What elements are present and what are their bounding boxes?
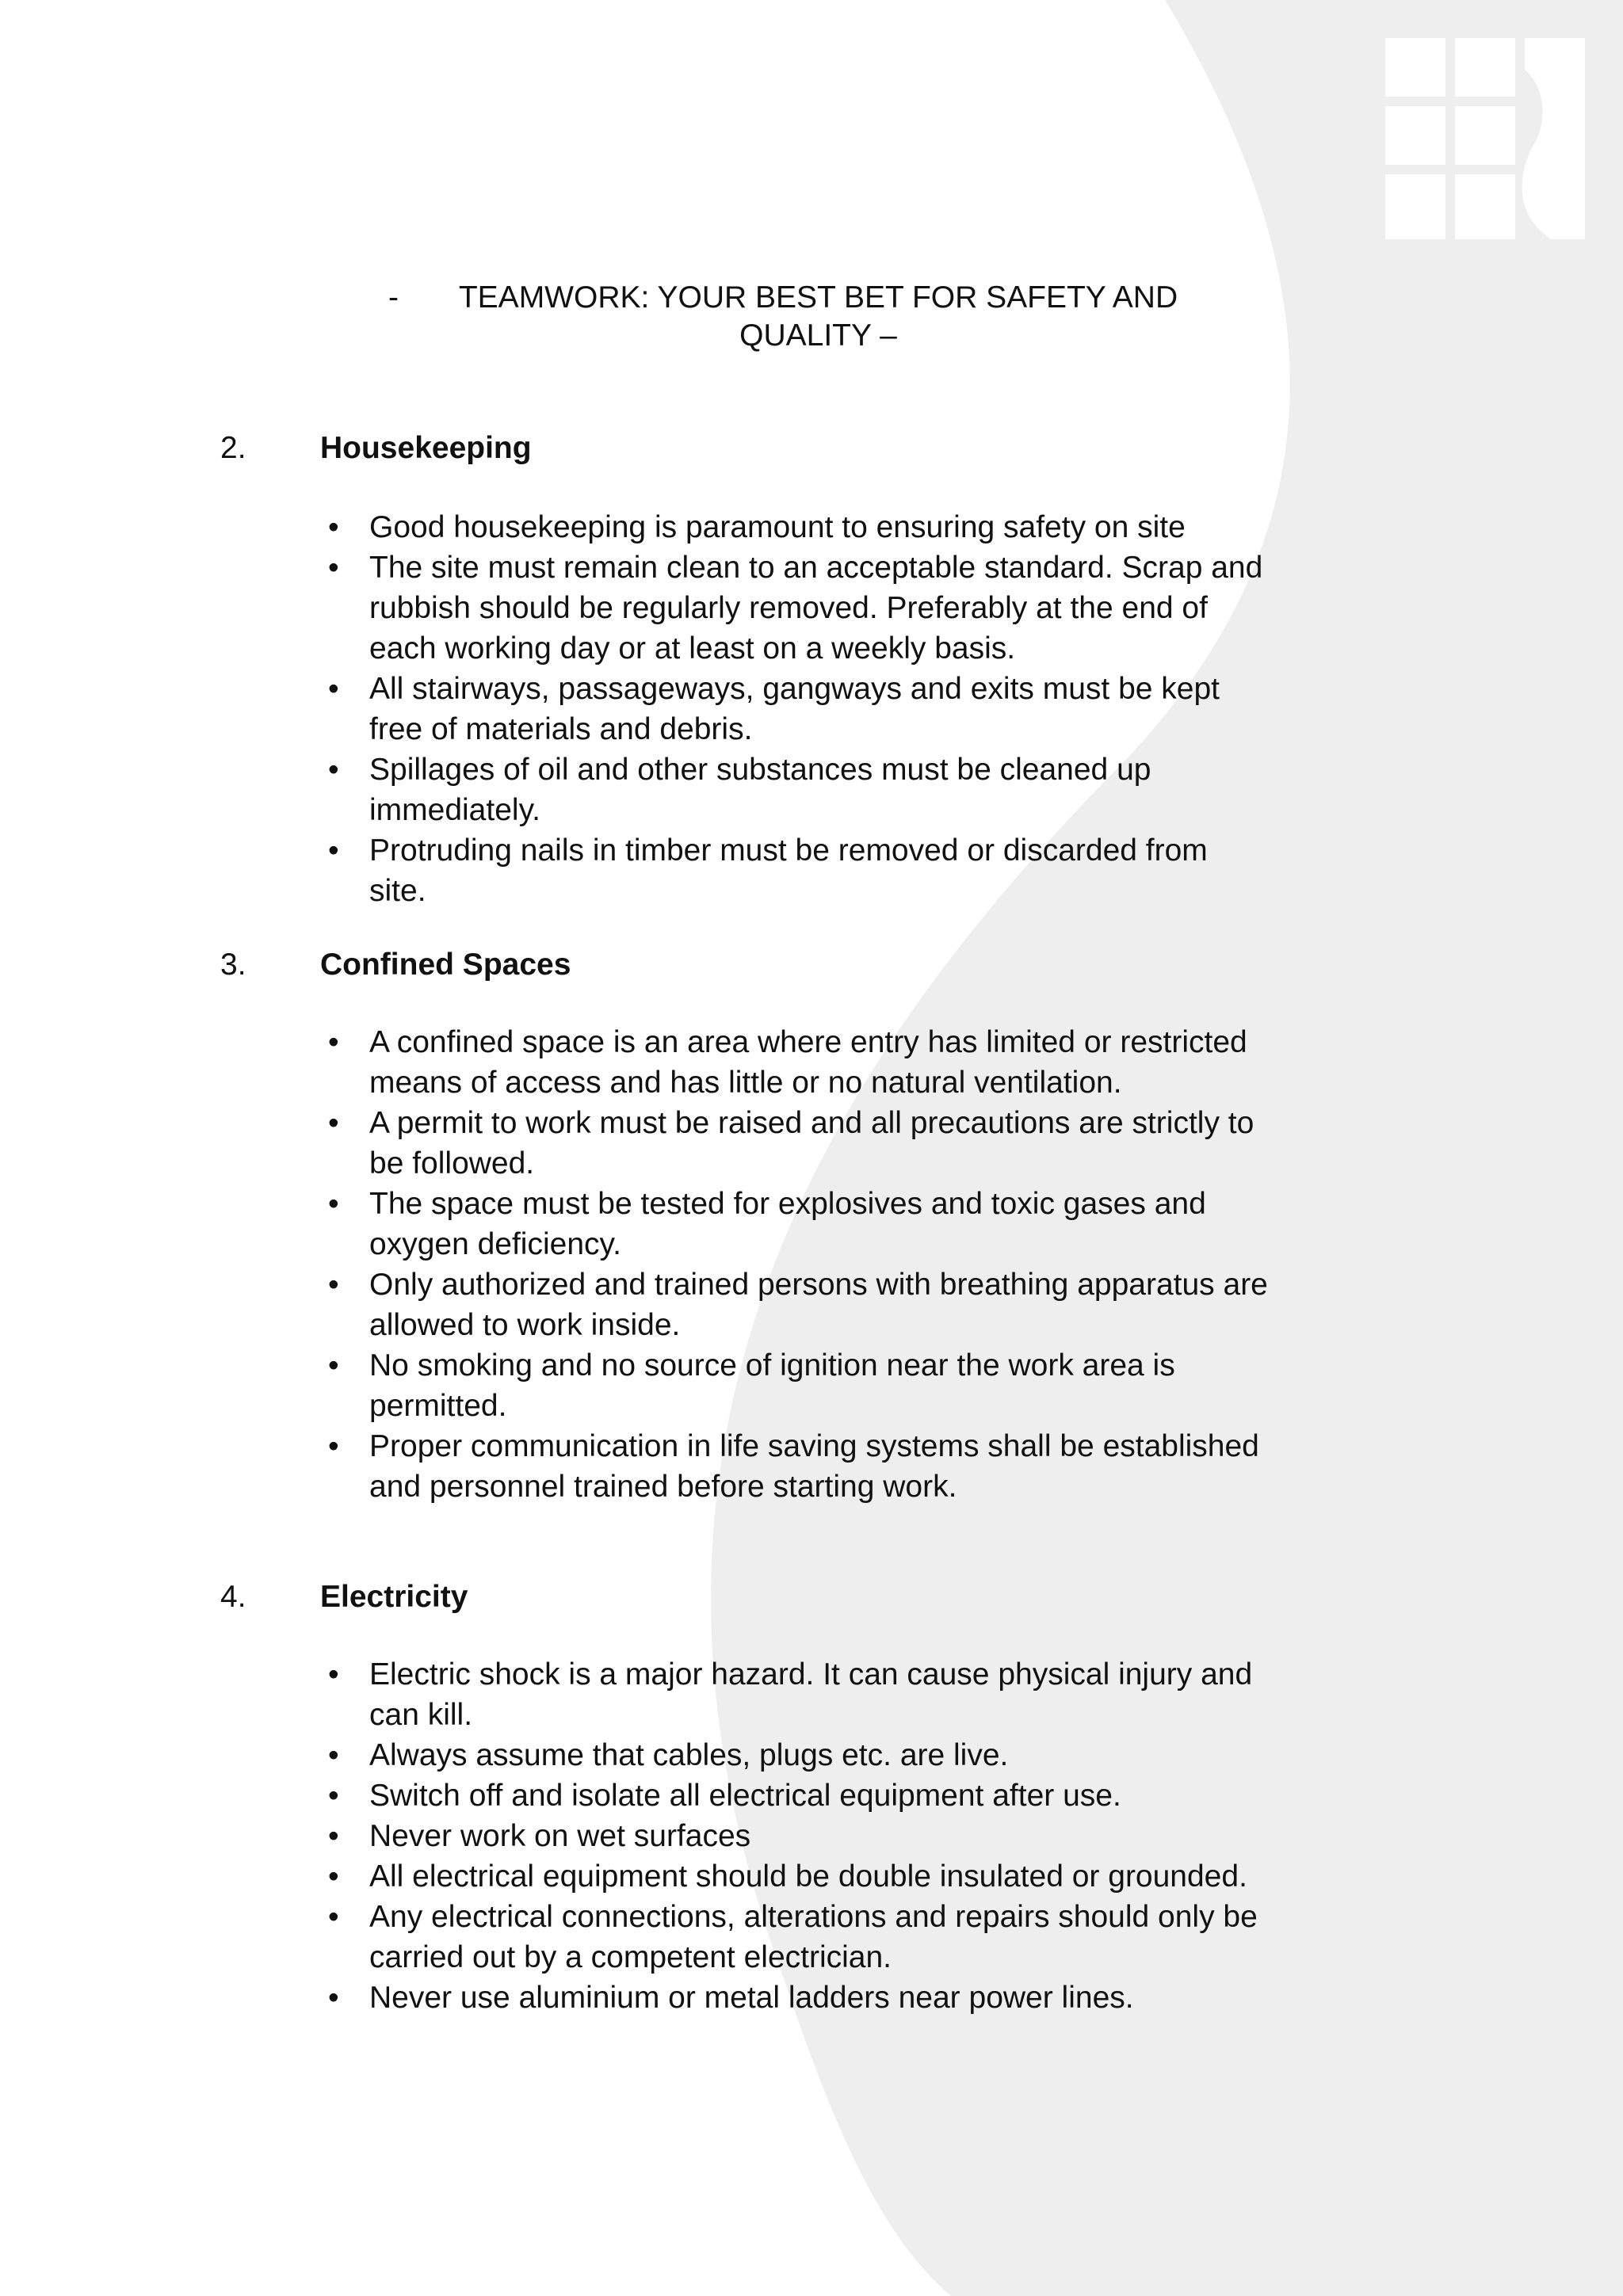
bullet-icon: •: [328, 510, 339, 544]
bullet-icon: •: [328, 1025, 339, 1059]
bullet-icon: •: [328, 1819, 339, 1853]
list-item-text: Electric shock is a major hazard. It can cause physical injury and can kill.: [369, 1657, 1253, 1732]
list-item-text: Good housekeeping is paramount to ensuring safety on site: [369, 510, 1186, 544]
list-item: [320, 1897, 1271, 1978]
bullet-icon: •: [328, 1429, 339, 1463]
electricity-bullet-list: [320, 1654, 1271, 2018]
list-item-text: Never work on wet surfaces: [369, 1819, 751, 1853]
list-item-text: The site must remain clean to an acceptable standard. Scrap and rubbish should be regularly removed. Preferably at the end of each working day or at least on a weekly basis.: [369, 551, 1263, 666]
list-item-text: The space must be tested for explosives and toxic gases and oxygen deficiency.: [369, 1187, 1206, 1261]
housekeeping-bullet-list: [320, 507, 1271, 911]
bullet-icon: •: [328, 1900, 339, 1934]
bullet-icon: •: [328, 1981, 339, 2015]
bullet-icon: •: [328, 672, 339, 706]
list-item: [320, 1184, 1271, 1264]
confined-spaces-bullet-list: [320, 1022, 1271, 1507]
list-item-text: No smoking and no source of ignition near the work area is permitted.: [369, 1348, 1175, 1423]
bullet-icon: •: [328, 551, 339, 585]
bullet-icon: •: [328, 1738, 339, 1772]
list-item: [320, 1735, 1271, 1775]
list-item-text: A permit to work must be raised and all precautions are strictly to be followed.: [369, 1106, 1254, 1180]
section-number: 2.: [220, 431, 246, 465]
document-heading: [380, 279, 1268, 355]
bullet-icon: •: [328, 1187, 339, 1221]
list-item-text: Any electrical connections, alterations and repairs should only be carried out by a competent electrician.: [369, 1900, 1258, 1974]
list-item: [320, 1775, 1271, 1816]
bullet-icon: •: [328, 1106, 339, 1140]
section-number: 3.: [220, 948, 246, 982]
bullet-icon: •: [328, 1859, 339, 1894]
list-item: [320, 1264, 1271, 1345]
bullet-icon: •: [328, 1657, 339, 1691]
list-item: [320, 1103, 1271, 1184]
list-item-text: A confined space is an area where entry has limited or restricted means of access and has little or no natural ventilation.: [369, 1025, 1247, 1100]
list-item-text: Always assume that cables, plugs etc. are live.: [369, 1738, 1009, 1772]
list-item: [320, 1816, 1271, 1856]
section-title: Electricity: [320, 1580, 468, 1614]
list-item-text: Proper communication in life saving systems shall be established and personnel trained before starting work.: [369, 1429, 1259, 1504]
bullet-icon: •: [328, 1348, 339, 1383]
bullet-icon: •: [328, 833, 339, 868]
section-title: Confined Spaces: [320, 948, 571, 982]
bullet-icon: •: [328, 753, 339, 787]
bullet-icon: •: [328, 1268, 339, 1302]
list-item-text: Switch off and isolate all electrical equipment after use.: [369, 1779, 1121, 1813]
section-title: Housekeeping: [320, 431, 532, 465]
list-item: [320, 1426, 1271, 1507]
list-item: [320, 1022, 1271, 1103]
list-item: [320, 1978, 1271, 2018]
list-item-text: All electrical equipment should be double insulated or grounded.: [369, 1859, 1247, 1894]
list-item-text: Spillages of oil and other substances must be cleaned up immediately.: [369, 753, 1151, 827]
list-item: [320, 830, 1271, 911]
list-item: [320, 669, 1271, 749]
list-item: [320, 1345, 1271, 1426]
list-item: [320, 1654, 1271, 1735]
list-item: [320, 1856, 1271, 1897]
section-number: 4.: [220, 1580, 246, 1614]
list-item-text: All stairways, passageways, gangways and exits must be kept free of materials and debris.: [369, 672, 1220, 746]
list-item: [320, 547, 1271, 669]
list-item-text: Only authorized and trained persons with breathing apparatus are allowed to work inside.: [369, 1268, 1268, 1342]
heading-dash: -: [388, 280, 399, 315]
list-item: [320, 749, 1271, 830]
heading-text: TEAMWORK: YOUR BEST BET FOR SAFETY AND QUALITY –: [458, 280, 1178, 353]
list-item: [320, 507, 1271, 547]
list-item-text: Protruding nails in timber must be removed or discarded from site.: [369, 833, 1208, 908]
bullet-icon: •: [328, 1779, 339, 1813]
list-item-text: Never use aluminium or metal ladders near power lines.: [369, 1981, 1134, 2015]
